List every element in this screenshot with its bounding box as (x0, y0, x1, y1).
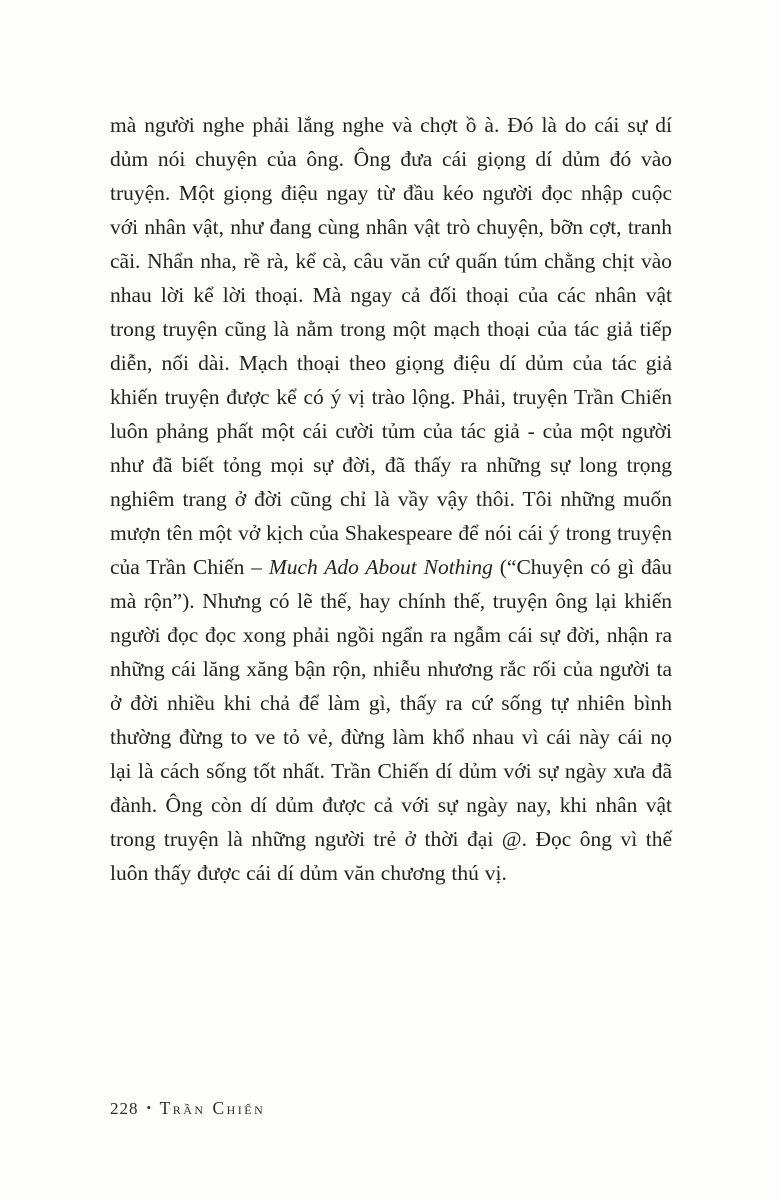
paragraph-segment: mà người nghe phải lắng nghe và chợt ồ à. Đó là do cái sự dí dủm nói chuyện của ông. Ông đưa cái giọng dí dủm đó vào truyện. Một giọng điệu ngay từ đầu kéo người đọc nhập cuộc với nhân vật, như đang cùng nhân vật trò chuyện, bỡn cợt, tranh cãi. Nhẩn nha, rề rà, kể cà, câu văn cứ quấn túm chằng chịt vào nhau lời kể lời thoại. Mà ngay cả đối thoại của các nhân vật trong truyện cũng là nằm trong một mạch thoại của tác giả tiếp diễn, nối dài. Mạch thoại theo giọng điệu dí dủm của tác giả khiến truyện được kể có ý vị trào lộng. Phải, truyện Trần Chiến luôn phảng phất một cái cười tủm của tác giả - của một người như đã biết tỏng mọi sự đời, đã thấy ra những sự long trọng nghiêm trang ở đời cũng chỉ là vầy vậy thôi. Tôi những muốn mượn tên một vở kịch của Shakespeare để nói cái ý trong truyện của Trần Chiến – (110, 113, 672, 579)
page-number: 228 (110, 1099, 139, 1118)
page-footer (110, 1098, 265, 1119)
body-paragraph (110, 108, 672, 890)
running-title: Trần Chiến (159, 1098, 266, 1118)
paragraph-segment-italic-title: Much Ado About Nothing (268, 555, 493, 579)
paragraph-segment: (“Chuyện có gì đâu mà rộn”). Nhưng có lẽ thế, hay chính thế, truyện ông lại khiến người đọc đọc xong phải ngồi ngẩn ra ngẫm cái sự đời, nhận ra những cái lăng xăng bận rộn, nhiễu nhương rắc rối của người ta ở đời nhiều khi chả để làm gì, thấy ra cứ sống tự nhiên bình thường đừng to ve tỏ vẻ, đừng làm khổ nhau vì cái này cái nọ lại là cách sống tốt nhất. Trần Chiến dí dủm với sự ngày xưa đã đành. Ông còn dí dủm được cả với sự ngày nay, khi nhân vật trong truyện là những người trẻ ở thời đại @. Đọc ông vì thế luôn thấy được cái dí dủm văn chương thú vị. (110, 555, 672, 885)
footer-separator-bullet: • (146, 1100, 152, 1115)
